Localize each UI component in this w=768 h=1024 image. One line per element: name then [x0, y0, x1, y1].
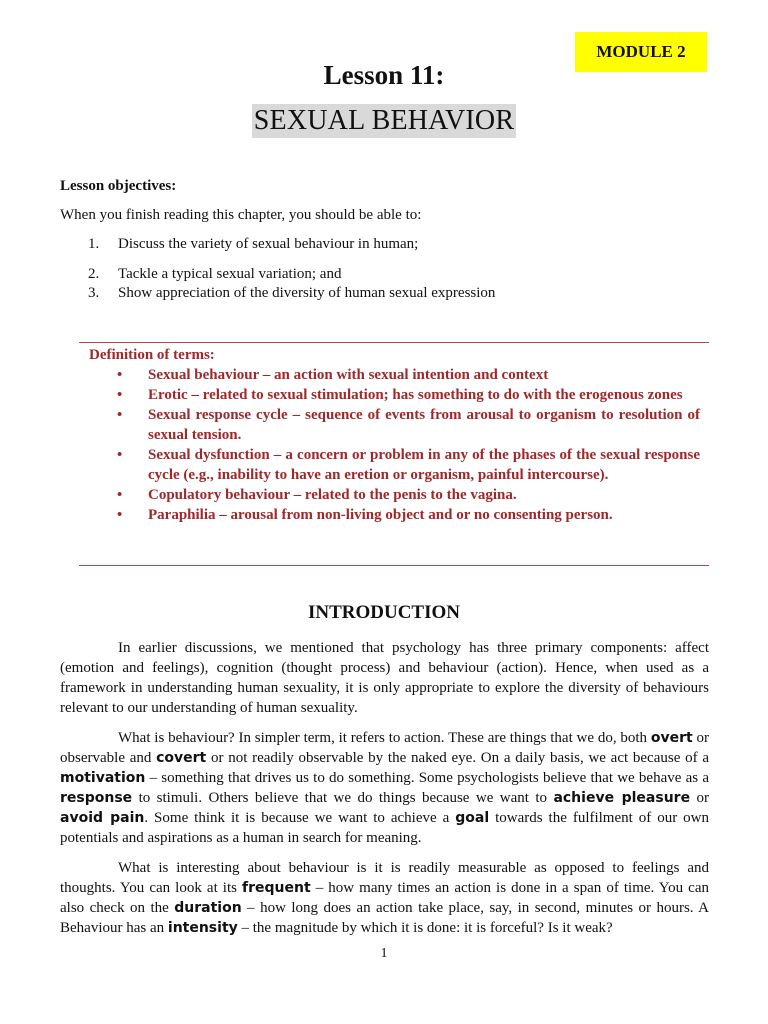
bullet-icon: • — [117, 507, 123, 523]
definition-item — [79, 405, 709, 445]
definition-item — [79, 365, 709, 385]
definitions-list — [79, 365, 709, 525]
keyword: goal — [455, 810, 490, 826]
introduction-heading: INTRODUCTION — [307, 602, 461, 623]
page-number: 1 — [380, 946, 388, 961]
definition-text: Sexual response cycle – sequence of events from arousal to organism to resolution of sexual tension. — [148, 407, 700, 443]
introduction-body — [60, 638, 709, 948]
lesson-title: SEXUAL BEHAVIOR — [253, 105, 515, 136]
objective-number: 1. — [88, 236, 100, 252]
lesson-number: Lesson 11: — [323, 60, 445, 90]
objectives-heading: Lesson objectives: — [60, 178, 177, 194]
keyword: avoid pain — [60, 810, 145, 826]
definition-item — [79, 385, 709, 405]
text-run: – the magnitude by which it is done: it is forceful? Is it weak? — [237, 920, 613, 936]
definitions-box — [79, 342, 709, 566]
bullet-icon: • — [117, 387, 123, 403]
keyword: intensity — [167, 920, 238, 936]
text-run: or observable and — [60, 730, 709, 766]
text-run: – how many times an action is done in a span of time. You can also check on the — [60, 880, 709, 916]
text-run: What is interesting about behaviour is it is readily measurable as opposed to feelings and thoughts. You can look at its — [60, 860, 709, 896]
bullet-icon: • — [117, 487, 123, 503]
bullet-icon: • — [117, 407, 123, 423]
text-run: or — [690, 790, 709, 806]
bullet-icon: • — [117, 447, 123, 463]
objective-text: Tackle a typical sexual variation; and — [118, 266, 342, 282]
definition-item — [79, 485, 709, 505]
lesson-title-wrap — [0, 104, 768, 138]
keyword: achieve pleasure — [553, 790, 691, 806]
definitions-heading: Definition of terms: — [89, 347, 215, 363]
keyword: response — [60, 790, 133, 806]
text-run: or not readily observable by the naked eye. On a daily basis, we act because of a — [206, 750, 709, 766]
definition-text: Copulatory behaviour – related to the penis to the vagina. — [148, 487, 517, 503]
text-run: – how long does an action take place, say, in second, minutes or hours. A Behaviour has an — [60, 900, 709, 936]
text-run: to stimuli. Others believe that we do things because we want to — [132, 790, 554, 806]
definition-item — [79, 445, 709, 485]
keyword: motivation — [60, 770, 146, 786]
objective-number: 3. — [88, 285, 100, 301]
definition-item — [79, 505, 709, 525]
bullet-icon: • — [117, 367, 123, 383]
text-run: . Some think it is because we want to achieve a — [144, 810, 456, 826]
definition-text: Sexual behaviour – an action with sexual intention and context — [148, 367, 549, 383]
keyword: covert — [156, 750, 207, 766]
objectives-intro: When you finish reading this chapter, you should be able to: — [60, 207, 422, 223]
definition-text: Paraphilia – arousal from non-living object and or no consenting person. — [148, 507, 613, 523]
definition-text: Sexual dysfunction – a concern or problem in any of the phases of the sexual response cycle (e.g., inability to have an eretion or organism, painful intercourse). — [148, 447, 700, 483]
text-run: – something that drives us to do something. Some psychologists believe that we behave as a — [145, 770, 709, 786]
paragraph-1: In earlier discussions, we mentioned that psychology has three primary components: affect (emotion and feelings), cognition (thought process) and behaviour (action). Hence, when used as a framework in understanding human sexuality, it is only appropriate to explore the diversity of behaviours relevant to our understanding of human sexuality. — [60, 640, 709, 716]
objective-text: Discuss the variety of sexual behaviour in human; — [118, 236, 419, 252]
text-run: What is behaviour? In simpler term, it refers to action. These are things that we do, both — [118, 730, 651, 746]
keyword: frequent — [242, 880, 311, 896]
definition-text: Erotic – related to sexual stimulation; has something to do with the erogenous zones — [148, 387, 683, 403]
objective-text: Show appreciation of the diversity of human sexual expression — [118, 285, 496, 301]
paragraph-3 — [60, 858, 709, 938]
objective-number: 2. — [88, 266, 100, 282]
paragraph-2 — [60, 728, 709, 848]
keyword: duration — [174, 900, 242, 916]
keyword: overt — [650, 730, 693, 746]
module-badge: MODULE 2 — [575, 32, 707, 72]
text-run: towards the fulfilment of our own potentials and aspirations as a human in search for meaning. — [60, 810, 710, 846]
